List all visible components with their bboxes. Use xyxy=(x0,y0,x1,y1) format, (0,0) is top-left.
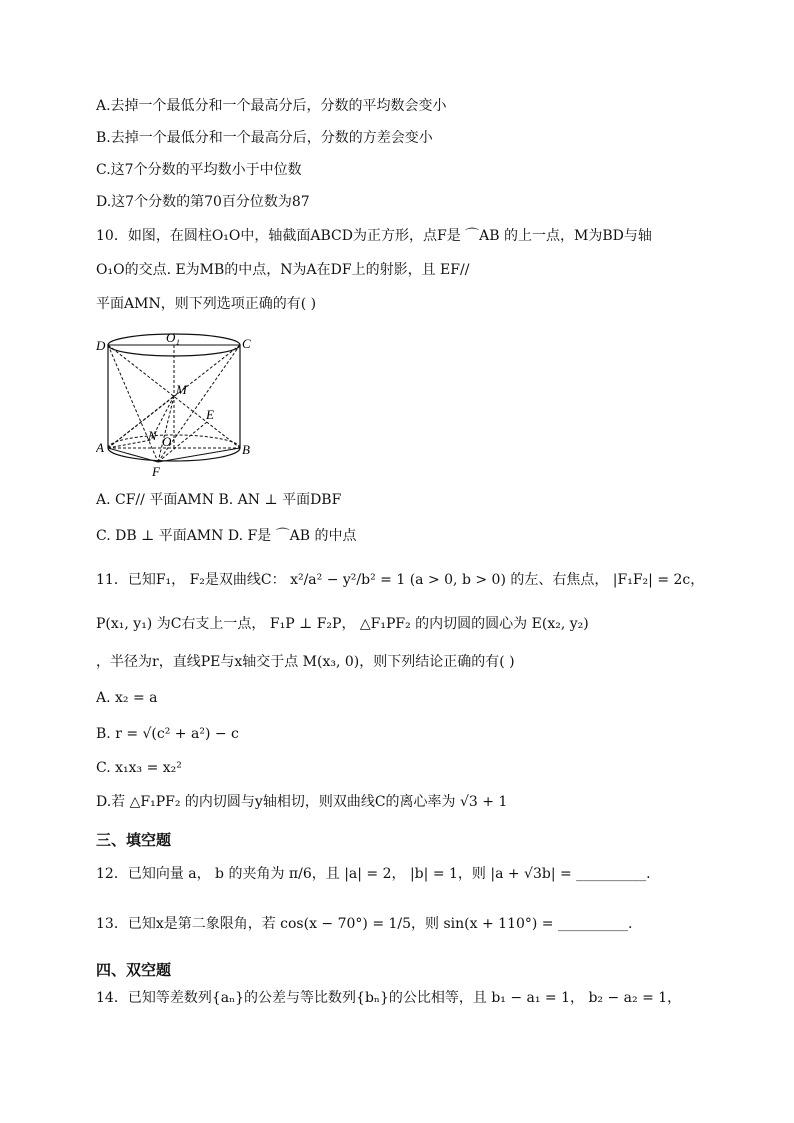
label-o1: O₁ xyxy=(166,330,180,345)
option-9a: A.去掉一个最低分和一个最高分后，分数的平均数会变小 xyxy=(96,98,447,114)
label-o: O xyxy=(162,434,172,449)
segment-an xyxy=(108,440,151,448)
question-10-options-ab: A. CF// 平面AMN B. AN ⊥ 平面DBF xyxy=(96,492,342,508)
label-d: D xyxy=(96,338,106,353)
question-11-option-d: D.若 △F₁PF₂ 的内切圆与y轴相切，则双曲线C的离心率为 √3 + 1 xyxy=(96,794,508,810)
question-11-stem-1: 11．已知F₁， F₂是双曲线C： x²/a² − y²/b² = 1 (a > 0, b > 0) 的左、右焦点， |F₁F₂| = 2c， xyxy=(96,572,705,588)
label-e: E xyxy=(206,407,214,422)
label-b: B xyxy=(242,442,250,457)
question-11-stem-3: ，半径为r，直线PE与x轴交于点 M(x₃, 0)，则下列结论正确的有( ) xyxy=(96,654,515,670)
cylinder-figure xyxy=(96,328,266,478)
section-4-title: 四、双空题 xyxy=(96,961,172,979)
section-3-title: 三、填空题 xyxy=(96,831,172,849)
segment-df xyxy=(108,345,158,462)
question-10-options-cd: C. DB ⊥ 平面AMN D. F是 ⌒AB 的中点 xyxy=(96,528,357,544)
label-c: C xyxy=(242,336,251,351)
segment-mf xyxy=(158,396,174,462)
question-10-stem-2: O₁O的交点. E为MB的中点，N为A在DF上的射影，且 EF// xyxy=(96,262,470,278)
question-10-stem-3: 平面AMN，则下列选项正确的有( ) xyxy=(96,296,317,312)
question-12: 12．已知向量 a， b 的夹角为 π/6，且 |a| = 2， |b| = 1，则 |a + √3b| = __________. xyxy=(96,866,651,882)
option-9d: D.这7个分数的第70百分位数为87 xyxy=(96,194,310,210)
label-n: N xyxy=(148,428,157,443)
segment-af xyxy=(108,448,158,462)
question-11-option-b: B. r = √(c² + a²) − c xyxy=(96,726,239,742)
label-a: A xyxy=(96,440,104,455)
question-13: 13．已知x是第二象限角，若 cos(x − 70°) = 1/5，则 sin(x + 110°) = __________. xyxy=(96,916,633,932)
question-11-option-a: A. x₂ = a xyxy=(96,690,158,706)
question-10-stem-1: 10．如图，在圆柱O₁O中，轴截面ABCD为正方形，点F是 ⌒AB 的上一点，M为BD与轴 xyxy=(96,228,652,244)
option-9b: B.去掉一个最低分和一个最高分后，分数的方差会变小 xyxy=(96,130,433,146)
option-9c: C.这7个分数的平均数小于中位数 xyxy=(96,162,302,178)
question-11-stem-2: P(x₁, y₁) 为C右支上一点， F₁P ⊥ F₂P， △F₁PF₂ 的内切圆的圆心为 E(x₂, y₂) xyxy=(96,616,589,632)
label-m: M xyxy=(176,382,187,397)
question-14: 14．已知等差数列{aₙ}的公差与等比数列{bₙ}的公比相等，且 b₁ − a₁ = 1， b₂ − a₂ = 1， xyxy=(96,990,682,1006)
question-11-option-c: C. x₁x₃ = x₂² xyxy=(96,760,182,776)
label-f: F xyxy=(152,464,160,478)
